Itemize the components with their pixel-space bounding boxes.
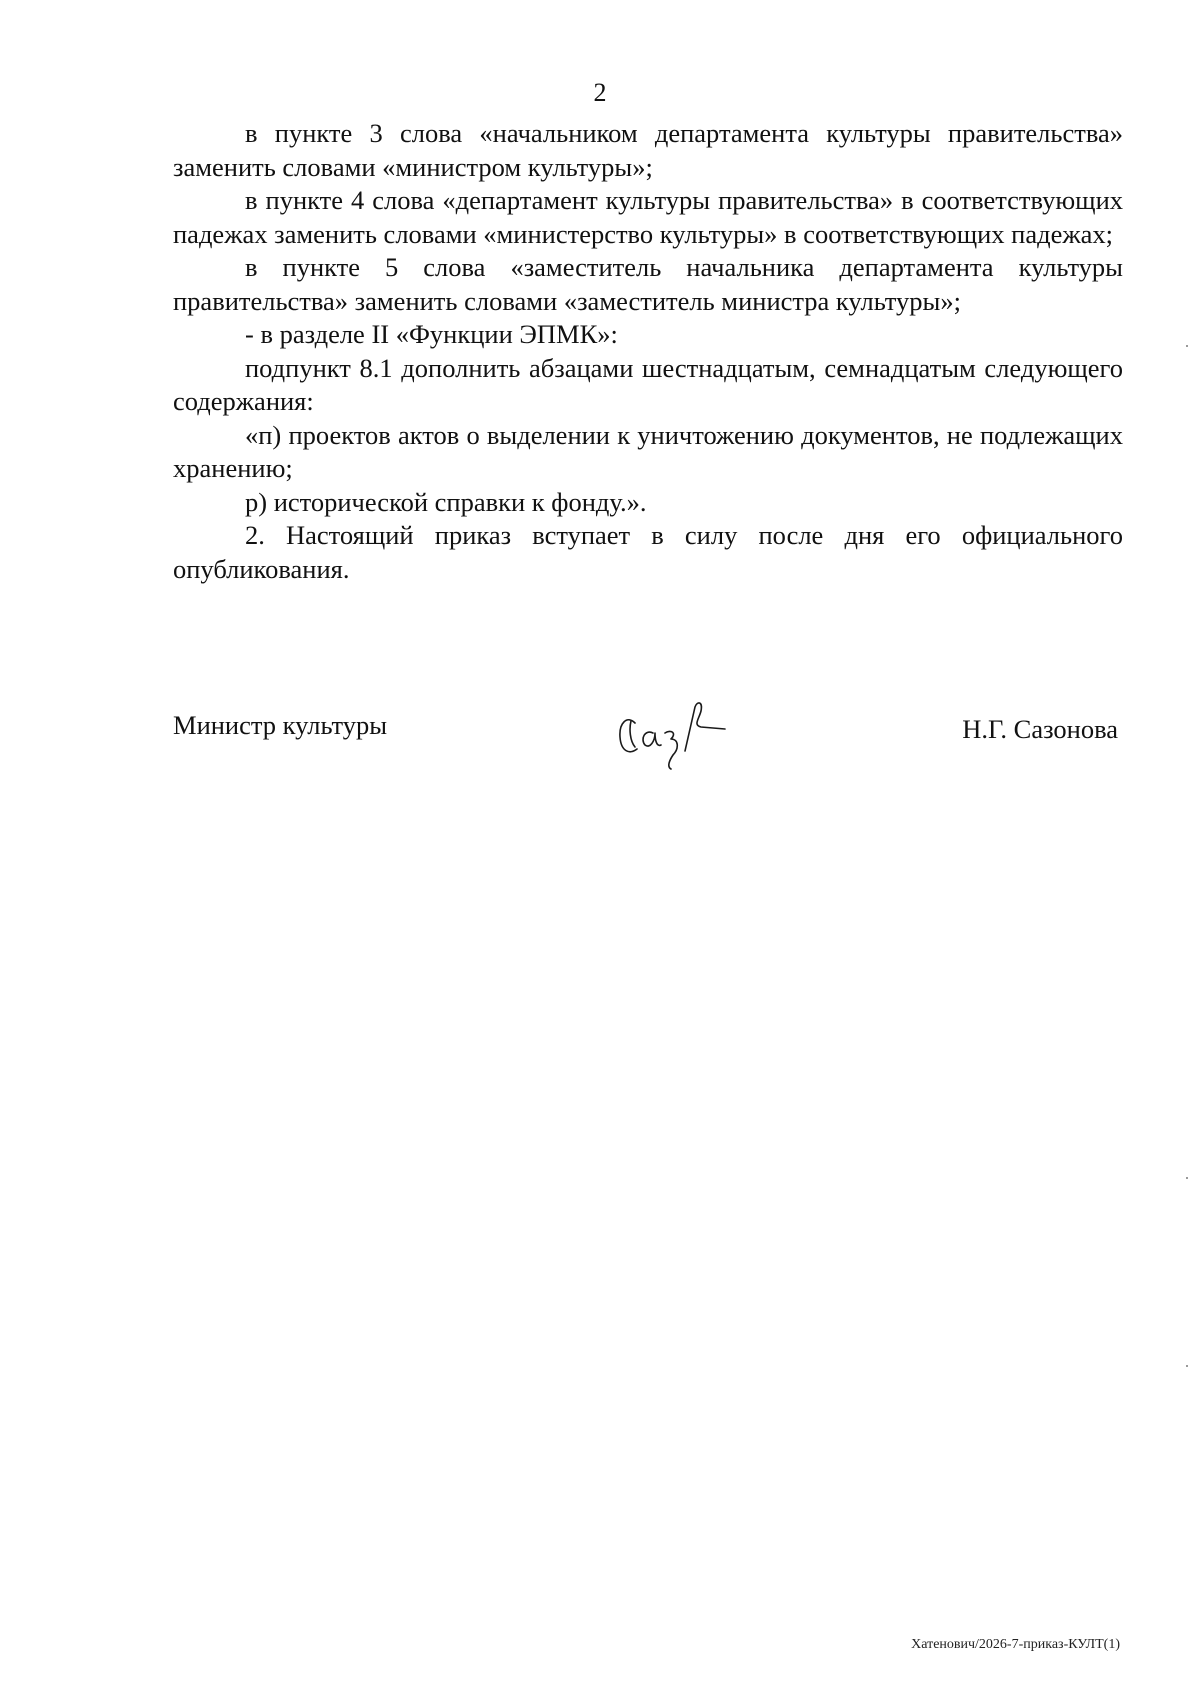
paragraph-6: «п) проектов актов о выделении к уничтожению документов, не подлежащих хранению;: [173, 419, 1123, 483]
paragraph-4: - в разделе II «Функции ЭПМК»:: [245, 319, 618, 349]
document-body: [173, 117, 1123, 586]
signatory-position: Министр культуры: [173, 710, 388, 740]
scan-artifact: [1186, 1365, 1188, 1367]
signature-block: [173, 700, 1123, 790]
page-number: 2: [593, 78, 607, 107]
paragraph-5: подпункт 8.1 дополнить абзацами шестнадцатым, семнадцатым следующего содержания:: [173, 352, 1123, 416]
paragraph-1: в пункте 3 слова «начальником департамента культуры правительства» заменить словами «министром культуры»;: [173, 118, 1123, 182]
paragraph-2: в пункте 4 слова «департамент культуры правительства» в соответствующих падежах заменить словами «министерство культуры» в соответствующих падежах;: [173, 185, 1123, 249]
signatory-name: Н.Г. Сазонова: [962, 714, 1118, 744]
scan-artifact: [1186, 345, 1188, 347]
scan-artifact: [1186, 1177, 1188, 1179]
paragraph-7: р) исторической справки к фонду.».: [245, 486, 647, 517]
document-reference: Хатенович/2026-7-приказ-КУЛТ(1): [911, 1637, 1120, 1652]
handwritten-signature: [613, 685, 743, 770]
paragraph-3: в пункте 5 слова «заместитель начальника департамента культуры правительства» заменить словами «заместитель министра культуры»;: [173, 252, 1123, 316]
paragraph-8: 2. Настоящий приказ вступает в силу после дня его официального опубликования.: [173, 520, 1123, 584]
